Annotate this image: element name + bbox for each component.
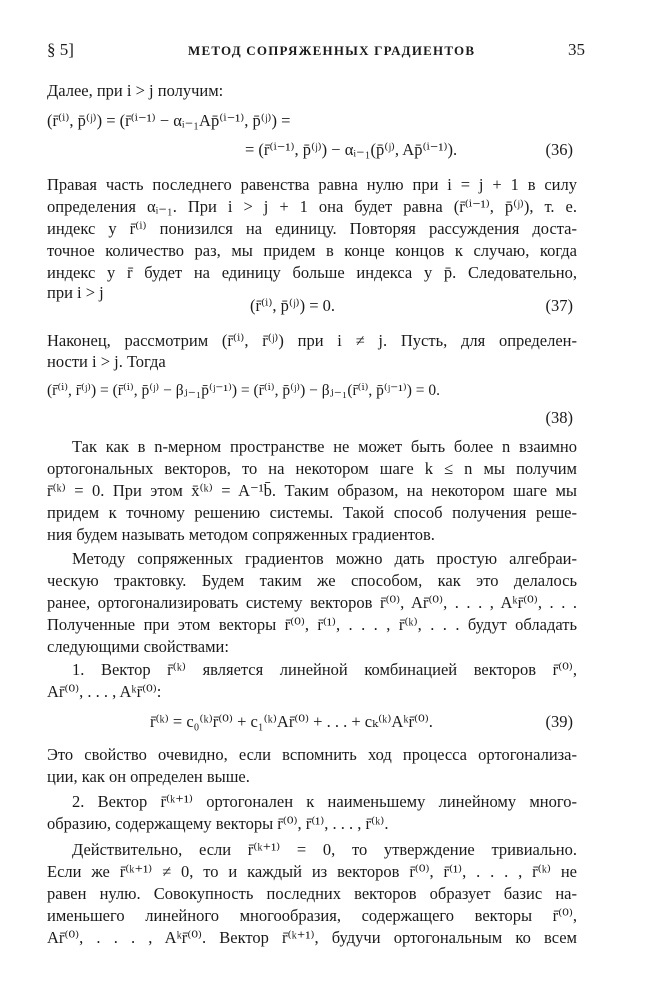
equation-line: (r̄⁽ⁱ⁾, p̄⁽ʲ⁾) = 0.: [250, 296, 336, 315]
text-line: Методу сопряженных градиентов можно дать простую алгебраи-: [72, 549, 577, 568]
text-line: придем к точному решению системы. Такой способ получения реше-: [47, 503, 577, 522]
equation-line: (r̄⁽ⁱ⁾, p̄⁽ʲ⁾) = (r̄⁽ⁱ⁻¹⁾ − αᵢ₋₁Ap̄⁽ⁱ⁻¹⁾, p̄⁽ʲ⁾) =: [47, 111, 291, 130]
text-line: Далее, при i > j получим:: [47, 81, 224, 100]
text-line: именьшего линейного многообразия, содержащего векторы r̄⁽⁰⁾,: [47, 906, 577, 925]
text-line: индекс у r̄⁽ⁱ⁾ понизился на единицу. Повторяя рассуждения доста-: [47, 219, 577, 238]
text-line: при i > j: [47, 283, 104, 302]
text-line: Действительно, если r̄⁽ᵏ⁺¹⁾ = 0, то утверждение тривиально.: [72, 840, 577, 859]
equation-line: (r̄⁽ⁱ⁾, r̄⁽ʲ⁾) = (r̄⁽ⁱ⁾, p̄⁽ʲ⁾ − βⱼ₋₁p̄⁽ʲ⁻¹⁾) = (r̄⁽ⁱ⁾, p̄⁽ʲ⁾) − βⱼ₋₁(r̄⁽ⁱ⁾, p̄⁽ʲ⁻¹⁾) = 0.: [47, 382, 441, 399]
text-line: Ar̄⁽⁰⁾, . . . , Aᵏr̄⁽⁰⁾:: [47, 682, 162, 701]
equation-number: (37): [545, 296, 573, 315]
text-line: Наконец, рассмотрим (r̄⁽ⁱ⁾, r̄⁽ʲ⁾) при i ≠ j. Пусть, для определен-: [47, 331, 577, 350]
running-title: МЕТОД СОПРЯЖЕННЫХ ГРАДИЕНТОВ: [188, 43, 476, 58]
text-line: Правая часть последнего равенства равна нулю при i = j + 1 в силу: [47, 175, 577, 194]
text-line: равен нулю. Совокупность последних векторов образует базис на-: [47, 884, 577, 903]
text-line: определения αᵢ₋₁. При i > j + 1 она будет равна (r̄⁽ⁱ⁻¹⁾, p̄⁽ʲ⁾), т. е.: [47, 197, 577, 216]
text-line: Ar̄⁽⁰⁾, . . . , Aᵏr̄⁽⁰⁾. Вектор r̄⁽ᵏ⁺¹⁾, будучи ортогональным ко всем: [47, 928, 577, 947]
text-line: образию, содержащему векторы r̄⁽⁰⁾, r̄⁽¹⁾, . . . , r̄⁽ᵏ⁾.: [47, 814, 389, 833]
text-line: ранее, ортогонализировать систему векторов r̄⁽⁰⁾, Ar̄⁽⁰⁾, . . . , Aᵏr̄⁽⁰⁾, . . .: [47, 593, 577, 612]
text-line: Полученные при этом векторы r̄⁽⁰⁾, r̄⁽¹⁾, . . . , r̄⁽ᵏ⁾, . . . будут обладать: [47, 615, 577, 634]
text-line: 1. Вектор r̄⁽ᵏ⁾ является линейной комбинацией векторов r̄⁽⁰⁾,: [72, 660, 577, 679]
text-line: r̄⁽ᵏ⁾ = 0. При этом x̄⁽ᵏ⁾ = A⁻¹b̄. Таким образом, на некотором шаге мы: [47, 481, 577, 500]
text-line: ции, как он определен выше.: [47, 767, 250, 786]
text-line: 2. Вектор r̄⁽ᵏ⁺¹⁾ ортогонален к наименьшему линейному много-: [72, 792, 577, 811]
section-marker: § 5]: [47, 40, 74, 59]
text-line: Так как в n-мерном пространстве не может быть более n взаимно: [72, 437, 577, 456]
equation-line: r̄⁽ᵏ⁾ = c₀⁽ᵏ⁾r̄⁽⁰⁾ + c₁⁽ᵏ⁾Ar̄⁽⁰⁾ + . . . + cₖ⁽ᵏ⁾Aᵏr̄⁽⁰⁾.: [150, 712, 433, 731]
text-line: точное количество раз, мы придем в конце концов к случаю, когда: [47, 241, 577, 260]
page-number: 35: [568, 40, 585, 59]
equation-number: (39): [545, 712, 573, 731]
text-line: индекс у r̄ будет на единицу больше индекса у p̄. Следовательно,: [47, 263, 577, 282]
text-line: ческую трактовку. Будем таким же способом, как это делалось: [47, 571, 577, 590]
text-line: ния будем называть методом сопряженных градиентов.: [47, 525, 435, 544]
text-line: ортогональных векторов, то на некотором шаге k ≤ n мы получим: [47, 459, 577, 478]
text-line: Это свойство очевидно, если вспомнить ход процесса ортогонализа-: [47, 745, 577, 764]
text-line: ности i > j. Тогда: [47, 352, 166, 371]
text-line: следующими свойствами:: [47, 637, 229, 656]
equation-number: (38): [545, 408, 573, 427]
equation-number: (36): [545, 140, 573, 159]
text-line: Если же r̄⁽ᵏ⁺¹⁾ ≠ 0, то и каждый из векторов r̄⁽⁰⁾, r̄⁽¹⁾, . . . , r̄⁽ᵏ⁾ не: [47, 862, 577, 881]
equation-line: = (r̄⁽ⁱ⁻¹⁾, p̄⁽ʲ⁾) − αᵢ₋₁(p̄⁽ʲ⁾, Ap̄⁽ⁱ⁻¹⁾).: [245, 140, 458, 159]
